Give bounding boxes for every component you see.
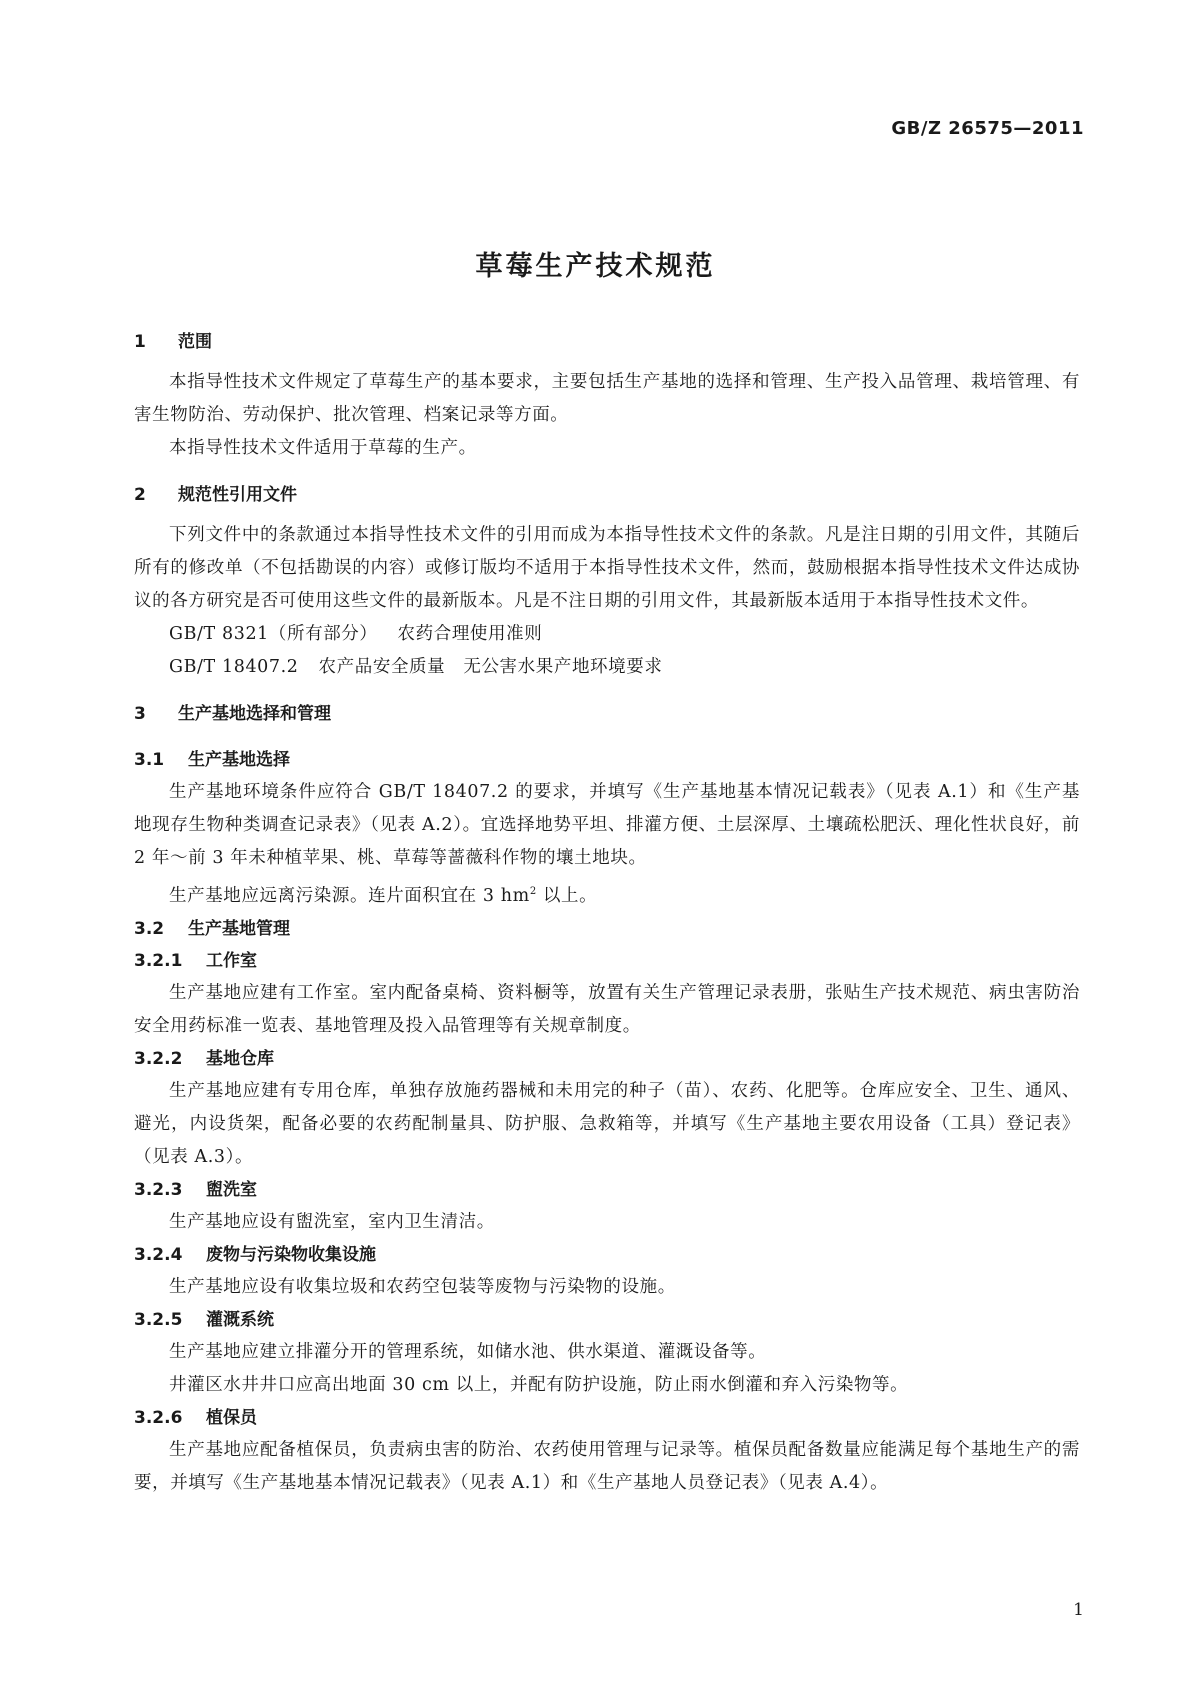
page-number: 1 [1073, 1600, 1084, 1620]
section-title: 生产基地选择和管理 [178, 704, 331, 724]
subsection-3-2-1-heading [134, 945, 1080, 977]
subsection-number: 3.2.1 [134, 950, 183, 971]
paragraph: 生产基地应设有收集垃圾和农药空包装等废物与污染物的设施。 [169, 1276, 676, 1297]
subsection-3-2-heading [134, 913, 1080, 945]
subsection-number: 3.2.2 [134, 1048, 183, 1069]
paragraph: 下列文件中的条款通过本指导性技术文件的引用而成为本指导性技术文件的条款。凡是注日期的引用文件，其随后所有的修改单（不包括勘误的内容）或修订版均不适用于本指导性技术文件，然而，鼓励根据本指导性技术文件达成协议的各方研究是否可使用这些文件的最新版本。凡是不注日期的引用文件，其最新版本适用于本指导性技术文件。 [134, 525, 1080, 611]
reference-code: GB/T 8321（所有部分） [169, 624, 378, 644]
reference-title: 农产品安全质量 无公害水果产地环境要求 [318, 657, 663, 677]
subsection-title: 生产基地选择 [188, 750, 290, 770]
subsection-3-2-6-heading [134, 1402, 1080, 1434]
subsection-number: 3.2.6 [134, 1407, 183, 1428]
section-2-heading [134, 479, 1080, 511]
subsection-title: 生产基地管理 [188, 918, 290, 939]
paragraph: 本指导性技术文件规定了草莓生产的基本要求，主要包括生产基地的选择和管理、生产投入品管理、栽培管理、有害生物防治、劳动保护、批次管理、档案记录等方面。 [134, 372, 1080, 425]
subsection-number: 3.2.4 [134, 1244, 183, 1265]
subsection-3-2-4-heading [134, 1239, 1080, 1271]
subsection-3-2-3-heading [134, 1174, 1080, 1206]
subsection-number: 3.2 [134, 918, 165, 939]
superscript: 2 [529, 886, 537, 897]
paragraph: 井灌区水井井口应高出地面 30 cm 以上，并配有防护设施，防止雨水倒灌和弃入污染物等。 [169, 1374, 909, 1395]
subsection-title: 灌溉系统 [206, 1309, 274, 1330]
paragraph: 生产基地应配备植保员，负责病虫害的防治、农药使用管理与记录等。植保员配备数量应能满足每个基地生产的需要，并填写《生产基地基本情况记载表》（见表 A.1）和《生产基地人员登记表》（见表 A.4）。 [134, 1439, 1080, 1493]
paragraph: 生产基地环境条件应符合 GB/T 18407.2 的要求，并填写《生产基地基本情况记载表》（见表 A.1）和《生产基地现存生物种类调查记录表》（见表 A.2）。宜选择地势平坦、排灌方便、土层深厚、土壤疏松肥沃、理化性状良好，前 2 年～前 3 年未种植苹果、桃、草莓等蔷薇科作物的壤土地块。 [134, 782, 1080, 868]
text-run: 以上。 [536, 885, 598, 906]
subsection-3-2-5-heading [134, 1304, 1080, 1336]
subsection-3-2-2-heading [134, 1043, 1080, 1075]
document-title: 草莓生产技术规范 [475, 251, 716, 283]
paragraph: 生产基地应建有专用仓库，单独存放施药器械和未用完的种子（苗）、农药、化肥等。仓库应安全、卫生、通风、避光，内设货架，配备必要的农药配制量具、防护服、急救箱等，并填写《生产基地主要农用设备（工具）登记表》（见表 A.3）。 [134, 1080, 1080, 1167]
subsection-title: 基地仓库 [206, 1048, 274, 1069]
section-number: 2 [134, 485, 146, 505]
standard-code: GB/Z 26575—2011 [891, 118, 1084, 139]
paragraph: 本指导性技术文件适用于草莓的生产。 [169, 438, 477, 458]
subsection-title: 植保员 [206, 1407, 257, 1428]
subsection-3-1-heading [134, 744, 1080, 776]
subsection-number: 3.1 [134, 750, 165, 770]
subsection-title: 工作室 [206, 950, 257, 971]
section-1-heading [134, 326, 1080, 358]
paragraph: 生产基地应设有盥洗室，室内卫生清洁。 [169, 1211, 495, 1232]
document-body [134, 326, 1080, 1500]
paragraph: 生产基地应建有工作室。室内配备桌椅、资料橱等，放置有关生产管理记录表册，张贴生产技术规范、病虫害防治安全用药标准一览表、基地管理及投入品管理等有关规章制度。 [134, 982, 1080, 1036]
text-run: 生产基地应远离污染源。连片面积宜在 3 hm [169, 885, 530, 906]
section-number: 1 [134, 332, 146, 352]
subsection-title: 废物与污染物收集设施 [206, 1244, 376, 1265]
section-number: 3 [134, 704, 146, 724]
subsection-title: 盥洗室 [206, 1179, 257, 1200]
section-title: 规范性引用文件 [178, 485, 297, 505]
reference-item [134, 618, 1080, 651]
paragraph [134, 875, 1080, 913]
section-title: 范围 [178, 332, 212, 352]
reference-title: 农药合理使用准则 [397, 624, 543, 644]
subsection-number: 3.2.5 [134, 1309, 183, 1330]
reference-code: GB/T 18407.2 [169, 657, 299, 677]
paragraph: 生产基地应建立排灌分开的管理系统，如储水池、供水渠道、灌溉设备等。 [169, 1341, 767, 1362]
section-3-heading [134, 698, 1080, 730]
subsection-number: 3.2.3 [134, 1179, 183, 1200]
reference-item [134, 651, 1080, 684]
